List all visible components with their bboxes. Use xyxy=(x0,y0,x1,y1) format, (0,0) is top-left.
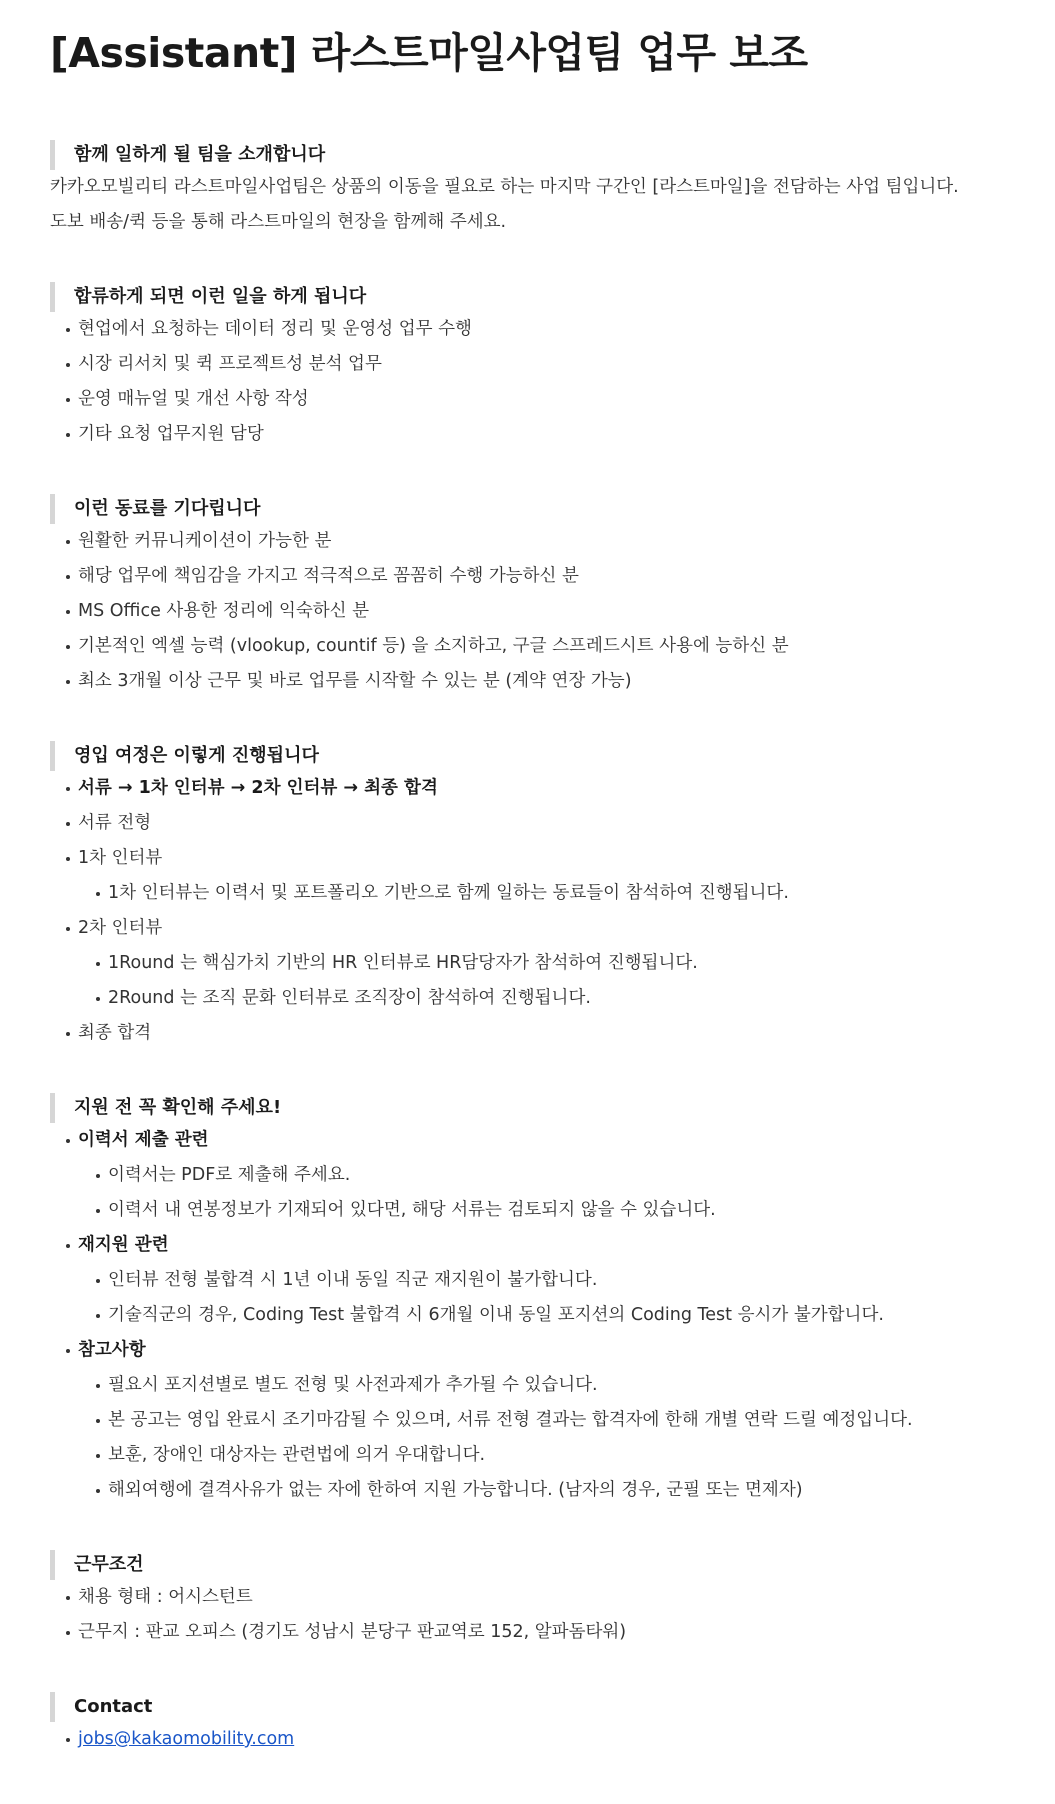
sub-list-item: 기술직군의 경우, Coding Test 불합격 시 6개월 이내 동일 포지션의 Coding Test 응시가 불가합니다. xyxy=(50,1298,1055,1333)
section-heading-qualifications xyxy=(50,494,1055,524)
heading-bar xyxy=(50,1093,55,1123)
section-heading-process xyxy=(50,741,1055,771)
sub-list-item: 보훈, 장애인 대상자는 관련법에 의거 우대합니다. xyxy=(50,1438,1055,1473)
list-item: 최종 합격 xyxy=(50,1016,1055,1051)
heading-bar xyxy=(50,494,55,524)
heading-text: 합류하게 되면 이런 일을 하게 됩니다 xyxy=(74,286,367,307)
team-paragraph-line-2: 도보 배송/퀵 등을 통해 라스트마일의 현장을 함께해 주세요. xyxy=(50,212,507,232)
sub-list-item: 해외여행에 결격사유가 없는 자에 한하여 지원 가능합니다. (남자의 경우, 군필 또는 면제자) xyxy=(50,1473,1055,1508)
section-conditions xyxy=(50,1550,1055,1650)
heading-text: 이런 동료를 기다립니다 xyxy=(74,498,261,519)
section-heading-duties xyxy=(50,282,1055,312)
page-title: [Assistant] 라스트마일사업팀 업무 보조 xyxy=(50,29,808,77)
list-item: 1차 인터뷰 xyxy=(50,841,1055,876)
list-item: 원활한 커뮤니케이션이 가능한 분 xyxy=(50,524,1055,559)
list-item: 운영 매뉴얼 및 개선 사항 작성 xyxy=(50,382,1055,417)
heading-text: 함께 일하게 될 팀을 소개합니다 xyxy=(74,144,326,165)
section-heading-notice xyxy=(50,1093,1055,1123)
sub-list-item: 본 공고는 영입 완료시 조기마감될 수 있으며, 서류 전형 결과는 합격자에 한해 개별 연락 드릴 예정입니다. xyxy=(50,1403,1055,1438)
sub-list-item: 필요시 포지션별로 별도 전형 및 사전과제가 추가될 수 있습니다. xyxy=(50,1368,1055,1403)
heading-bar xyxy=(50,140,55,170)
list-item: 2차 인터뷰 xyxy=(50,911,1055,946)
contact-list xyxy=(50,1722,1055,1757)
section-heading-contact xyxy=(50,1692,1055,1722)
list-item: 최소 3개월 이상 근무 및 바로 업무를 시작할 수 있는 분 (계약 연장 가능) xyxy=(50,664,1055,699)
notice-group-title: 참고사항 xyxy=(50,1333,1055,1368)
team-paragraph-line-1: 카카오모빌리티 라스트마일사업팀은 상품의 이동을 필요로 하는 마지막 구간인 [라스트마일]을 전담하는 사업 팀입니다. xyxy=(50,177,959,197)
notice-list xyxy=(50,1123,1055,1508)
heading-text: 영입 여정은 이렇게 진행됩니다 xyxy=(74,745,319,766)
heading-bar xyxy=(50,1550,55,1580)
list-item: 해당 업무에 책임감을 가지고 적극적으로 꼼꼼히 수행 가능하신 분 xyxy=(50,559,1055,594)
section-team xyxy=(50,140,1055,240)
sub-list-item: 1Round 는 핵심가치 기반의 HR 인터뷰로 HR담당자가 참석하여 진행됩니다. xyxy=(50,946,1055,981)
list-item: 서류 전형 xyxy=(50,806,1055,841)
conditions-list xyxy=(50,1580,1055,1650)
qualifications-list xyxy=(50,524,1055,699)
heading-bar xyxy=(50,1692,55,1722)
section-duties xyxy=(50,282,1055,452)
sub-list-item: 1차 인터뷰는 이력서 및 포트폴리오 기반으로 함께 일하는 동료들이 참석하여 진행됩니다. xyxy=(50,876,1055,911)
section-heading-team xyxy=(50,140,1055,170)
list-item: 기타 요청 업무지원 담당 xyxy=(50,417,1055,452)
heading-text: 지원 전 꼭 확인해 주세요! xyxy=(74,1097,282,1118)
section-contact xyxy=(50,1692,1055,1757)
list-item: 현업에서 요청하는 데이터 정리 및 운영성 업무 수행 xyxy=(50,312,1055,347)
notice-group-title: 재지원 관련 xyxy=(50,1228,1055,1263)
section-process xyxy=(50,741,1055,1051)
contact-email-link[interactable]: jobs@kakaomobility.com xyxy=(78,1729,295,1749)
heading-bar xyxy=(50,741,55,771)
heading-text: Contact xyxy=(74,1696,153,1717)
sub-list-item: 2Round 는 조직 문화 인터뷰로 조직장이 참석하여 진행됩니다. xyxy=(50,981,1055,1016)
section-qualifications xyxy=(50,494,1055,699)
section-heading-conditions xyxy=(50,1550,1055,1580)
list-item: 기본적인 엑셀 능력 (vlookup, countif 등) 을 소지하고, 구글 스프레드시트 사용에 능하신 분 xyxy=(50,629,1055,664)
heading-text: 근무조건 xyxy=(74,1554,144,1575)
section-notice xyxy=(50,1093,1055,1508)
sub-list-item: 인터뷰 전형 불합격 시 1년 이내 동일 직군 재지원이 불가합니다. xyxy=(50,1263,1055,1298)
list-item: MS Office 사용한 정리에 익숙하신 분 xyxy=(50,594,1055,629)
heading-bar xyxy=(50,282,55,312)
notice-group-title: 이력서 제출 관련 xyxy=(50,1123,1055,1158)
process-summary: 서류 → 1차 인터뷰 → 2차 인터뷰 → 최종 합격 xyxy=(50,771,1055,806)
process-list xyxy=(50,771,1055,1051)
sub-list-item: 이력서는 PDF로 제출해 주세요. xyxy=(50,1158,1055,1193)
list-item: 근무지 : 판교 오피스 (경기도 성남시 분당구 판교역로 152, 알파돔타워) xyxy=(50,1615,1055,1650)
duties-list xyxy=(50,312,1055,452)
list-item xyxy=(50,1722,1055,1757)
sub-list-item: 이력서 내 연봉정보가 기재되어 있다면, 해당 서류는 검토되지 않을 수 있습니다. xyxy=(50,1193,1055,1228)
list-item: 채용 형태 : 어시스턴트 xyxy=(50,1580,1055,1615)
list-item: 시장 리서치 및 퀵 프로젝트성 분석 업무 xyxy=(50,347,1055,382)
